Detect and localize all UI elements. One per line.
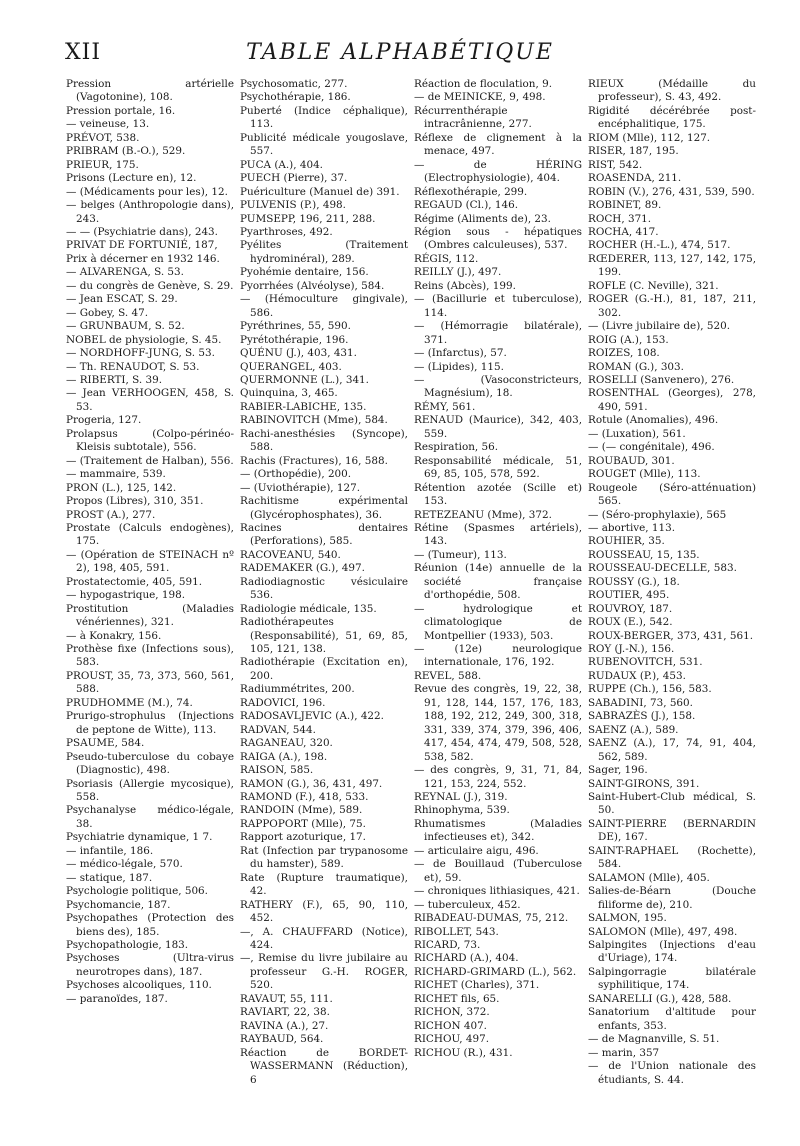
index-entry: — ALVARENGA, S. 53. bbox=[66, 266, 184, 279]
index-entry: — (Médicaments pour les), 12. bbox=[66, 185, 228, 198]
index-entry: Pression artérielle (Vagotonine), 108. bbox=[66, 78, 234, 104]
index-entry: RAPPOPORT (Mlle), 75. bbox=[240, 817, 366, 830]
index-entry: ROGER (G.-H.), 81, 187, 211, 302. bbox=[588, 293, 756, 319]
index-entry: Radiodiagnostic vésiculaire 536. bbox=[240, 575, 408, 602]
index-entry: Publicité médicale yougoslave, 557. bbox=[240, 131, 408, 158]
index-entry: — RIBERTI, S. 39. bbox=[66, 373, 163, 386]
page-number: XII bbox=[65, 40, 102, 65]
index-entry: Prothèse fixe (Infections sous), 583. bbox=[66, 643, 234, 669]
index-entry: — (Uviothérapie), 127. bbox=[240, 481, 361, 494]
index-entry: — (Hémorragie bilatérale), 371. bbox=[414, 320, 582, 346]
index-entry: RICARD, 73. bbox=[414, 939, 481, 951]
index-entry: ROUTIER, 495. bbox=[588, 589, 670, 602]
index-entry: Rachis (Fractures), 16, 588. bbox=[240, 454, 388, 467]
index-entry: Rat (Infection par trypanosome du hamster), 589. bbox=[240, 844, 408, 871]
index-entry: Progeria, 127. bbox=[66, 414, 142, 427]
index-entry: REGAUD (Cl.), 146. bbox=[414, 199, 519, 212]
index-entry: REVEL, 588. bbox=[414, 669, 482, 682]
index-entry: ROUSSEAU, 15, 135. bbox=[588, 548, 700, 561]
index-entry: Sager, 196. bbox=[588, 764, 648, 777]
index-entry: Réaction de floculation, 9. bbox=[414, 78, 553, 90]
index-entry: —, A. CHAUFFARD (Notice), 424. bbox=[240, 925, 408, 951]
index-entry: ROUGET (Mlle), 113. bbox=[588, 468, 701, 481]
index-entry: Sanatorium d'altitude pour enfants, 353. bbox=[588, 1006, 756, 1032]
index-entry: RIBADEAU-DUMAS, 75, 212. bbox=[414, 912, 569, 925]
index-entry: RIST, 542. bbox=[588, 158, 643, 171]
index-entry: — Jean ESCAT, S. 29. bbox=[66, 293, 178, 306]
index-entry: Pseudo-tuberculose du cobaye (Diagnostic), 498. bbox=[66, 750, 234, 777]
index-entry: RAYBAUD, 564. bbox=[240, 1033, 324, 1046]
index-entry: — (Orthopédie), 200. bbox=[240, 468, 352, 481]
index-entry: RADEMAKER (G.), 497. bbox=[240, 562, 365, 575]
index-entry: RAISON, 585. bbox=[240, 764, 314, 777]
index-entry: — (Bacillurie et tuberculose), 114. bbox=[414, 293, 582, 319]
index-entry: PUECH (Pierre), 37. bbox=[240, 172, 348, 185]
index-entry: — paranoïdes, 187. bbox=[66, 992, 168, 1005]
index-entry: — (Séro-prophylaxie), 565 bbox=[588, 508, 727, 521]
index-entry: RAGANEAU, 320. bbox=[240, 737, 333, 750]
index-entry: —, Remise du livre jubilaire au professeur G.-H. ROGER, 520. bbox=[240, 952, 408, 992]
index-entry: — mammaire, 539. bbox=[66, 468, 166, 481]
index-entry: ROSELLI (Sanvenero), 276. bbox=[588, 373, 735, 386]
index-entry: RICHARD (A.), 404. bbox=[414, 952, 519, 965]
index-entry: RÉGIS, 112. bbox=[414, 252, 479, 265]
index-entry: Radiothérapeutes (Responsabilité), 51, 69, 85, 105, 121, 138. bbox=[240, 616, 408, 656]
index-entry: — NORDHOFF-JUNG, S. 53. bbox=[66, 347, 215, 360]
index-entry: SAINT-RAPHAEL (Rochette), 584. bbox=[588, 844, 756, 871]
index-entry: SABRAZÈS (J.), 158. bbox=[588, 710, 696, 723]
index-entry: ROCHER (H.-L.), 474, 517. bbox=[588, 239, 731, 252]
index-entry: — — (Psychiatrie dans), 243. bbox=[66, 225, 218, 238]
index-entry: Récurrenthérapie intracrânienne, 277. bbox=[414, 104, 532, 131]
index-entry: — Jean VERHOOGEN, 458, S. 53. bbox=[66, 387, 234, 413]
index-entry: — (12e) neurologique internationale, 176, 192. bbox=[414, 643, 582, 669]
index-entry: Psychoses (Ultra-virus neurotropes dans), 187. bbox=[66, 952, 234, 978]
index-entry: Rétine (Spasmes artériels), 143. bbox=[414, 521, 582, 548]
index-entry: Psychomancie, 187. bbox=[66, 898, 171, 911]
index-entry: Racines dentaires (Perforations), 585. bbox=[240, 521, 408, 548]
index-entry: — (Opération de STEINACH nº 2), 198, 405, 591. bbox=[66, 548, 234, 575]
index-entry: Prostate (Calculs endogènes), 175. bbox=[66, 521, 234, 548]
index-entry: Psychoses alcooliques, 110. bbox=[66, 979, 212, 992]
index-entry: SALMON, 195. bbox=[588, 912, 667, 925]
index-entry: RANDOIN (Mme), 589. bbox=[240, 804, 363, 817]
index-entry: PRON (L.), 125, 142. bbox=[66, 481, 177, 494]
index-entry: PSAUME, 584. bbox=[66, 737, 145, 750]
index-entry: RUDAUX (P.), 453. bbox=[588, 669, 686, 682]
index-entry: Réaction de BORDET-WASSERMANN (Réduction), 6 bbox=[240, 1046, 408, 1086]
index-entry: Pyarthroses, 492. bbox=[240, 225, 333, 238]
index-entry: NOBEL de physiologie, S. 45. bbox=[66, 333, 222, 346]
index-entry: Reins (Abcès), 199. bbox=[414, 279, 516, 292]
index-entry: Pyorrhées (Alvéolyse), 584. bbox=[240, 279, 385, 292]
index-entry: Prolapsus (Colpo-périnéo-Kleisis subtotale), 556. bbox=[66, 427, 234, 454]
index-entry: ROCHA, 417. bbox=[588, 225, 659, 238]
index-entry: Prisons (Lecture en), 12. bbox=[66, 172, 197, 185]
index-entry: PULVENIS (P.), 498. bbox=[240, 199, 346, 212]
index-entry: RUPPE (Ch.), 156, 583. bbox=[588, 683, 712, 696]
index-entry: Pyréthrines, 55, 590. bbox=[240, 320, 351, 333]
index-entry: SAINT-GIRONS, 391. bbox=[588, 777, 700, 790]
index-entry: Radiologie médicale, 135. bbox=[240, 602, 377, 615]
index-entry: ROBIN (V.), 276, 431, 539, 590. bbox=[588, 185, 755, 198]
index-entry: RAVINA (A.), 27. bbox=[240, 1019, 329, 1032]
index-entry: — hydrologique et climatologique de Montpellier (1933), 503. bbox=[414, 602, 582, 642]
index-entry: PROUST, 35, 73, 373, 560, 561, 588. bbox=[66, 669, 234, 696]
index-entry: ROFLE (C. Neville), 321. bbox=[588, 279, 719, 292]
index-entry: — abortive, 113. bbox=[588, 521, 676, 534]
index-entry: Rotule (Anomalies), 496. bbox=[588, 414, 719, 427]
index-entry: Respiration, 56. bbox=[414, 441, 499, 454]
index-entry: Rachitisme expérimental (Glycérophosphates), 36. bbox=[240, 495, 408, 521]
index-columns bbox=[66, 78, 756, 1138]
index-entry: — Th. RENAUDOT, S. 53. bbox=[66, 360, 200, 373]
index-entry: Psychanalyse médico-légale, 38. bbox=[66, 804, 234, 830]
index-entry: ROUVROY, 187. bbox=[588, 602, 673, 615]
index-entry: RADVAN, 544. bbox=[240, 723, 316, 736]
index-entry: Psychiatrie dynamique, 1 7. bbox=[66, 831, 213, 844]
index-entry: Prurigo-strophulus (Injections de peptone de Witte), 113. bbox=[66, 710, 234, 736]
index-entry: RICHARD-GRIMARD (L.), 562. bbox=[414, 965, 577, 978]
index-entry: Psychothérapie, 186. bbox=[240, 91, 351, 104]
index-entry: RICHON 407. bbox=[414, 1019, 487, 1032]
index-entry: RICHET (Charles), 371. bbox=[414, 979, 540, 992]
index-entry: Psychologie politique, 506. bbox=[66, 885, 208, 898]
index-entry: — de Magnanville, S. 51. bbox=[588, 1033, 720, 1046]
index-entry: PUMSEPP, 196, 211, 288. bbox=[240, 212, 376, 225]
index-entry: ROUBAUD, 301. bbox=[588, 454, 675, 467]
index-entry: Puériculture (Manuel de) 391. bbox=[240, 185, 400, 198]
index-entry: ROSENTHAL (Georges), 278, 490, 591. bbox=[588, 387, 756, 413]
index-entry: Psychopathologie, 183. bbox=[66, 939, 189, 951]
index-entry: RÉMY, 561. bbox=[414, 400, 476, 413]
index-entry: Réunion (14e) annuelle de la société française d'orthopédie, 508. bbox=[414, 562, 582, 602]
index-entry: Rétention azotée (Scille et) 153. bbox=[414, 481, 582, 508]
index-entry: Psoriasis (Allergie mycosique), 558. bbox=[66, 777, 234, 804]
index-entry: — (Traitement de Halban), 556. bbox=[66, 454, 234, 467]
index-entry: SANARELLI (G.), 428, 588. bbox=[588, 992, 732, 1005]
index-entry: Revue des congrès, 19, 22, 38, 91, 128, 144, 157, 176, 183, 188, 192, 212, 249, 300, 318, 331, 339, 374, 379, 396, 406, 417, 454, 474, 479, 508, 528, 538, 582. bbox=[414, 683, 582, 763]
index-entry: Pyélites (Traitement hydrominéral), 289. bbox=[240, 239, 408, 265]
index-entry: ROY (J.-N.), 156. bbox=[588, 643, 675, 656]
index-entry: ROBINET, 89. bbox=[588, 199, 662, 212]
index-entry: Quinquina, 3, 465. bbox=[240, 387, 338, 400]
index-entry: Réflexe de clignement à la menace, 497. bbox=[414, 131, 582, 158]
index-entry: — (Livre jubilaire de), 520. bbox=[588, 320, 731, 333]
index-entry: SAENZ (A.), 589. bbox=[588, 723, 679, 736]
index-entry: Puberté (Indice céphalique), 113. bbox=[240, 104, 408, 131]
index-entry: — marin, 357 bbox=[588, 1046, 660, 1059]
index-entry: — (— congénitale), 496. bbox=[588, 441, 715, 454]
index-entry: PRUDHOMME (M.), 74. bbox=[66, 696, 193, 709]
index-entry: — à Konakry, 156. bbox=[66, 629, 162, 642]
index-entry: Saint-Hubert-Club médical, S. 50. bbox=[588, 791, 756, 817]
index-entry: Prix à décerner en 1932 146. bbox=[66, 252, 220, 265]
index-entry: RAIGA (A.), 198. bbox=[240, 750, 328, 763]
index-entry: — belges (Anthropologie dans), 243. bbox=[66, 199, 234, 225]
index-entry: RICHOU (R.), 431. bbox=[414, 1046, 513, 1059]
index-entry: Responsabilité médicale, 51, 69, 85, 105, 578, 592. bbox=[414, 454, 582, 481]
index-entry: Prostitution (Maladies vénériennes), 321. bbox=[66, 602, 234, 629]
index-entry: ROUX-BERGER, 373, 431, 561. bbox=[588, 629, 754, 642]
index-entry: RICHOU, 497. bbox=[414, 1033, 490, 1046]
index-entry: Salpingorragie bilatérale syphilitique, 174. bbox=[588, 965, 756, 992]
index-entry: SABADINI, 73, 560. bbox=[588, 696, 693, 709]
index-entry: — de HÉRING (Electrophysiologie), 404. bbox=[414, 158, 582, 185]
index-entry: RAVIART, 22, 38. bbox=[240, 1006, 330, 1019]
index-entry: PRIVAT DE FORTUNIÉ, 187, bbox=[66, 239, 218, 252]
index-column bbox=[588, 78, 756, 1138]
page-header bbox=[0, 40, 800, 80]
index-entry: ROUSSEAU-DECELLE, 583. bbox=[588, 562, 737, 575]
index-entry: — du congrès de Genève, S. 29. bbox=[66, 279, 234, 292]
index-entry: PRIEUR, 175. bbox=[66, 158, 139, 171]
index-entry: — chroniques lithiasiques, 421. bbox=[414, 885, 580, 898]
index-entry: Pyohémie dentaire, 156. bbox=[240, 266, 369, 279]
index-entry: — GRUNBAUM, S. 52. bbox=[66, 320, 185, 333]
index-entry: REYNAL (J.), 319. bbox=[414, 791, 508, 804]
index-entry: Radiummétrites, 200. bbox=[240, 683, 355, 696]
index-entry: SALAMON (Mlle), 405. bbox=[588, 871, 710, 884]
index-entry: ROIZES, 108. bbox=[588, 347, 660, 360]
index-entry: Rapport azoturique, 17. bbox=[240, 831, 366, 844]
index-entry: PUCA (A.), 404. bbox=[240, 158, 323, 171]
index-entry: Prostatectomie, 405, 591. bbox=[66, 575, 202, 588]
index-entry: — tuberculeux, 452. bbox=[414, 898, 521, 911]
index-entry: RŒDERER, 113, 127, 142, 175, 199. bbox=[588, 252, 756, 279]
index-entry: RIOM (Mlle), 112, 127. bbox=[588, 131, 711, 144]
index-entry: — (Hémoculture gingivale), 586. bbox=[240, 293, 408, 319]
index-entry: Rhumatismes (Maladies infectieuses et), 342. bbox=[414, 817, 582, 844]
index-entry: QUERANGEL, 403. bbox=[240, 360, 342, 373]
index-entry: Rougeole (Séro-atténuation) 565. bbox=[588, 481, 756, 508]
index-entry: Rachi-anesthésies (Syncope), 588. bbox=[240, 427, 408, 454]
index-entry: RACOVEANU, 540. bbox=[240, 548, 341, 561]
index-entry: RADOSAVLJEVIC (A.), 422. bbox=[240, 710, 384, 723]
index-entry: RENAUD (Maurice), 342, 403, 559. bbox=[414, 414, 582, 440]
index-entry: Pyrétothérapie, 196. bbox=[240, 333, 349, 346]
index-entry: RAMOND (F.), 418, 533. bbox=[240, 791, 369, 804]
index-entry: SAENZ (A.), 17, 74, 91, 404, 562, 589. bbox=[588, 737, 756, 763]
index-entry: PROST (A.), 277. bbox=[66, 508, 156, 521]
index-entry: RABINOVITCH (Mme), 584. bbox=[240, 414, 388, 427]
index-entry: RADOVICI, 196. bbox=[240, 696, 326, 709]
index-entry: — Gobey, S. 47. bbox=[66, 306, 149, 319]
index-entry: — des congrès, 9, 31, 71, 84, 121, 153, 224, 552. bbox=[414, 764, 582, 790]
index-entry: RIEUX (Médaille du professeur), S. 43, 492. bbox=[588, 78, 756, 104]
index-entry: RISER, 187, 195. bbox=[588, 145, 679, 158]
index-entry: ROUX (E.), 542. bbox=[588, 616, 673, 629]
index-entry: RICHON, 372. bbox=[414, 1006, 490, 1019]
index-entry: QUÉNU (J.), 403, 431. bbox=[240, 347, 357, 360]
index-entry: Région sous - hépatiques (Ombres calculeuses), 537. bbox=[414, 225, 582, 252]
index-entry: SAINT-PIERRE (BERNARDIN DE), 167. bbox=[588, 817, 756, 844]
index-entry: ROMAN (G.), 303. bbox=[588, 360, 684, 373]
index-entry: QUERMONNE (L.), 341. bbox=[240, 373, 369, 386]
index-entry: Salies-de-Béarn (Douche filiforme de), 210. bbox=[588, 885, 756, 911]
index-entry: — (Lipides), 115. bbox=[414, 360, 504, 373]
index-column bbox=[414, 78, 582, 1138]
index-entry: Réflexothérapie, 299. bbox=[414, 185, 528, 198]
index-entry: RABIER-LABICHE, 135. bbox=[240, 400, 367, 413]
index-entry: — de Bouillaud (Tuberculose et), 59. bbox=[414, 858, 582, 884]
index-entry: ROUSSY (G.), 18. bbox=[588, 575, 680, 588]
index-entry: Psychosomatic, 277. bbox=[240, 78, 348, 90]
index-entry: ROUHIER, 35. bbox=[588, 535, 665, 548]
index-entry: Rigidité décérébrée post-encéphalitique, 175. bbox=[588, 104, 756, 131]
index-entry: — hypogastrique, 198. bbox=[66, 589, 186, 602]
index-entry: RETEZEANU (Mme), 372. bbox=[414, 508, 552, 521]
index-entry: Rate (Rupture traumatique), 42. bbox=[240, 871, 408, 898]
index-entry: — (Tumeur), 113. bbox=[414, 548, 507, 561]
index-entry: — (Luxation), 561. bbox=[588, 427, 686, 440]
index-entry: RAVAUT, 55, 111. bbox=[240, 992, 333, 1005]
index-entry: ROCH, 371. bbox=[588, 212, 652, 225]
index-entry: Régime (Aliments de), 23. bbox=[414, 212, 551, 225]
index-entry: ROASENDA, 211. bbox=[588, 172, 682, 185]
index-entry: RIBOLLET, 543. bbox=[414, 925, 499, 938]
index-entry: Psychopathes (Protection des biens des), 185. bbox=[66, 912, 234, 938]
index-entry: PRÉVOT, 538. bbox=[66, 131, 140, 144]
index-column bbox=[240, 78, 408, 1138]
index-entry: PRIBRAM (B.-O.), 529. bbox=[66, 145, 186, 158]
index-entry: — infantile, 186. bbox=[66, 844, 154, 857]
index-entry: RICHET fils, 65. bbox=[414, 992, 500, 1005]
index-entry: — articulaire aigu, 496. bbox=[414, 844, 539, 857]
index-entry: — (Infarctus), 57. bbox=[414, 347, 507, 360]
index-entry: — médico-légale, 570. bbox=[66, 858, 183, 871]
index-entry: ROIG (A.), 153. bbox=[588, 333, 669, 346]
index-entry: Radiothérapie (Excitation en), 200. bbox=[240, 656, 408, 682]
index-column bbox=[66, 78, 234, 1138]
index-entry: — (Vasoconstricteurs, Magnésium), 18. bbox=[414, 373, 582, 400]
index-entry: — veineuse, 13. bbox=[66, 118, 150, 131]
index-entry: Salpingites (Injections d'eau d'Uriage), 174. bbox=[588, 939, 756, 965]
index-entry: — de MEINICKE, 9, 498. bbox=[414, 91, 546, 104]
index-entry: RUBENOVITCH, 531. bbox=[588, 656, 703, 669]
index-entry: SALOMON (Mlle), 497, 498. bbox=[588, 925, 738, 938]
index-entry: REILLY (J.), 497. bbox=[414, 266, 502, 279]
index-entry: Propos (Libres), 310, 351. bbox=[66, 495, 204, 508]
running-title: TABLE ALPHABÉTIQUE bbox=[246, 40, 554, 65]
index-entry: RAMON (G.), 36, 431, 497. bbox=[240, 777, 383, 790]
index-entry: Rhinophyma, 539. bbox=[414, 804, 510, 817]
index-entry: — statique, 187. bbox=[66, 871, 153, 884]
index-entry: — de l'Union nationale des étudiants, S. 44. bbox=[588, 1060, 756, 1086]
index-entry: Pression portale, 16. bbox=[66, 104, 176, 117]
index-entry: RATHERY (F.), 65, 90, 110, 452. bbox=[240, 898, 408, 925]
